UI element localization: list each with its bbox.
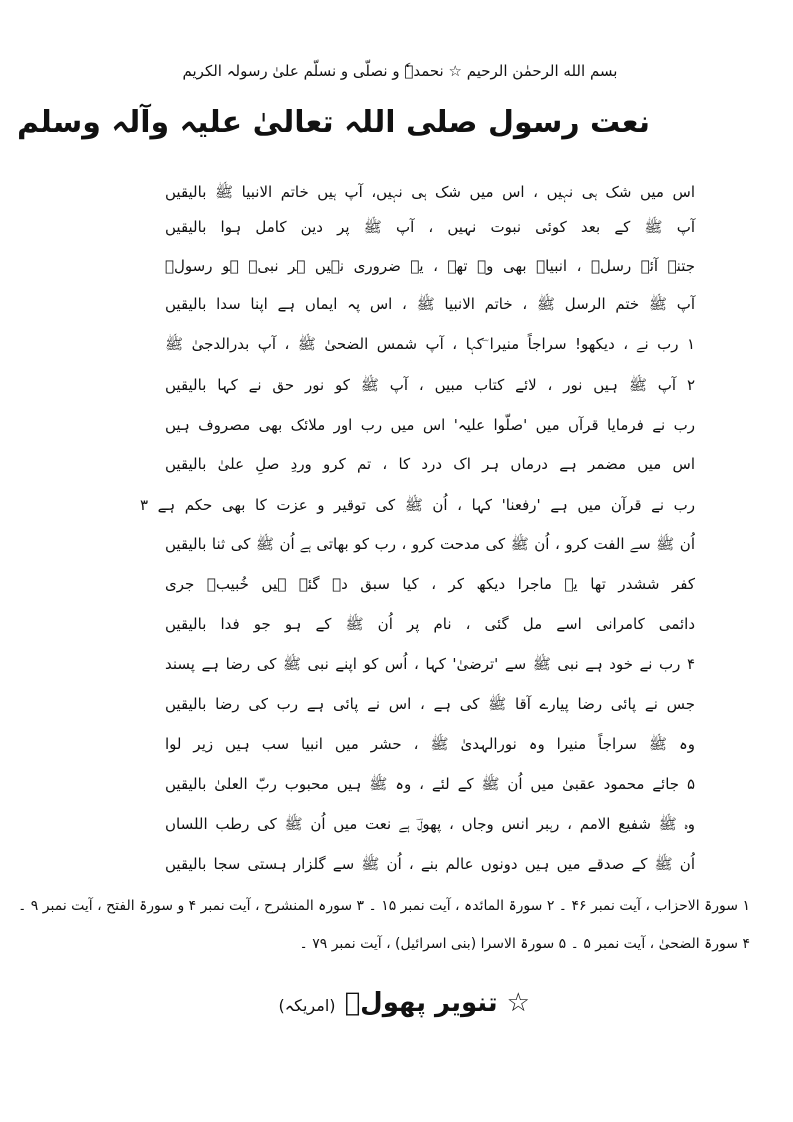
verse-line: ۲ آپ ﷺ ہیں نور ، لائے کتاب مبیں ، آپ ﷺ کو نور حق نے کہا بالیقیں bbox=[165, 376, 695, 394]
verse-line: رب نے قرآن میں ہے 'رفعنا' کہا ، اُن ﷺ کی توقیر و عزت کا بھی حکم ہے ۳ bbox=[140, 496, 695, 514]
reference-line: ۴ سورۃ الضحیٰ ، آیت نمبر ۵ ۔ ۵ سورۃ الاسرا (بنی اسرائیل) ، آیت نمبر ۷۹ ۔ bbox=[299, 936, 750, 952]
poet-signature bbox=[278, 988, 530, 1018]
page-title: نعت رسول صلی اللہ تعالیٰ علیہ وآلہ وسلم bbox=[17, 105, 650, 140]
verse-line: ۴ رب نے خود ہے نبی ﷺ سے 'ترضیٰ' کہا ، اُس کو اپنے نبی ﷺ کی رضا ہے پسند bbox=[165, 655, 695, 673]
verse-line: دائمی کامرانی اسے مل گئی ، نام پر اُن ﷺ کے ہو جو فدا بالیقیں bbox=[165, 615, 695, 633]
verse-line: ۱ رب نے ، دیکھو! سراجاً منیرا ؔکہا ، آپ شمس الضحیٰ ﷺ ، آپ بدرالدجیٰ ﷺ bbox=[165, 335, 695, 353]
poet-location: (امریکہ) bbox=[278, 996, 336, 1015]
verse-line: اس میں مضمر ہے درماں ہر اک درد کا ، تم کرو وردِ صلِ علیٰ بالیقیں bbox=[165, 455, 695, 473]
verse-line: آپ ﷺ کے بعد کوئی نبوت نہیں ، آپ ﷺ پر دین کامل ہوا بالیقیں bbox=[165, 218, 695, 236]
verse-line: آپ ﷺ ختم الرسل ﷺ ، خاتم الانبیا ﷺ ، اس پہ ایماں ہے اپنا سدا بالیقیں bbox=[165, 295, 695, 313]
reference-line: ۱ سورۃ الاحزاب ، آیت نمبر ۴۶ ۔ ۲ سورۃ المائدہ ، آیت نمبر ۱۵ ۔ ۳ سورہ المنشرح ، آیت نمبر ۴ و سورۃ الفتح ، آیت نمبر ۹ ۔ bbox=[18, 898, 750, 914]
bismillah-heading: بسم الله الرحمٰن الرحیم ☆ نحمدہٗ و نصلّی و نسلّم علیٰ رسولہ الکریم bbox=[182, 62, 618, 80]
verse-line: ۵ جائے محمود عقبیٰ میں اُن ﷺ کے لئے ، وہ ﷺ ہیں محبوب ربّ العلیٰ بالیقیں bbox=[165, 775, 695, 793]
poet-name: ☆ تنویر پھولؔ bbox=[344, 988, 530, 1018]
verse-line: وہ ﷺ سراجاً منیرا وہ نورالہدیٰ ﷺ ، حشر میں انبیا سب ہیں زیر لوا bbox=[165, 735, 695, 753]
verse-line: رب نے فرمایا قرآں میں 'صلّوا علیہ' اس میں رب اور ملائک بھی مصروف ہیں bbox=[165, 416, 695, 434]
verse-line: اس میں شک ہی نہیں ، اس میں شک ہی نہیں، آپ ہیں خاتم الانبیا ﷺ بالیقیں bbox=[165, 183, 695, 201]
verse-line: جس نے پائی رضا پیارے آقا ﷺ کی ہے ، اس نے پائی ہے رب کی رضا بالیقیں bbox=[165, 695, 695, 713]
verse-line: اُن ﷺ سے الفت کرو ، اُن ﷺ کی مدحت کرو ، رب کو بھاتی ہے اُن ﷺ کی ثنا بالیقیں bbox=[165, 535, 695, 553]
verse-line: وہ ﷺ شفیع الامم ، رہبر انس وجاں ، پھولؔ ہے نعت میں اُن ﷺ کی رطب اللساں bbox=[165, 815, 695, 833]
verse-line: اُن ﷺ کے صدقے میں ہیں دونوں عالم بنے ، اُن ﷺ سے گلزار ہستی سجا بالیقیں bbox=[165, 855, 695, 873]
verse-line: کفر ششدر تھا یہ ماجرا دیکھ کر ، کیا سبق دے گئے ہیں خُبیبؓ جری bbox=[165, 575, 695, 593]
verse-line: جتنے آئے رسلؑ ، انبیاؑ بھی وہ تھے ، یہ ضروری نہیں ہر نبیؑ ہو رسولؑ bbox=[165, 257, 695, 275]
